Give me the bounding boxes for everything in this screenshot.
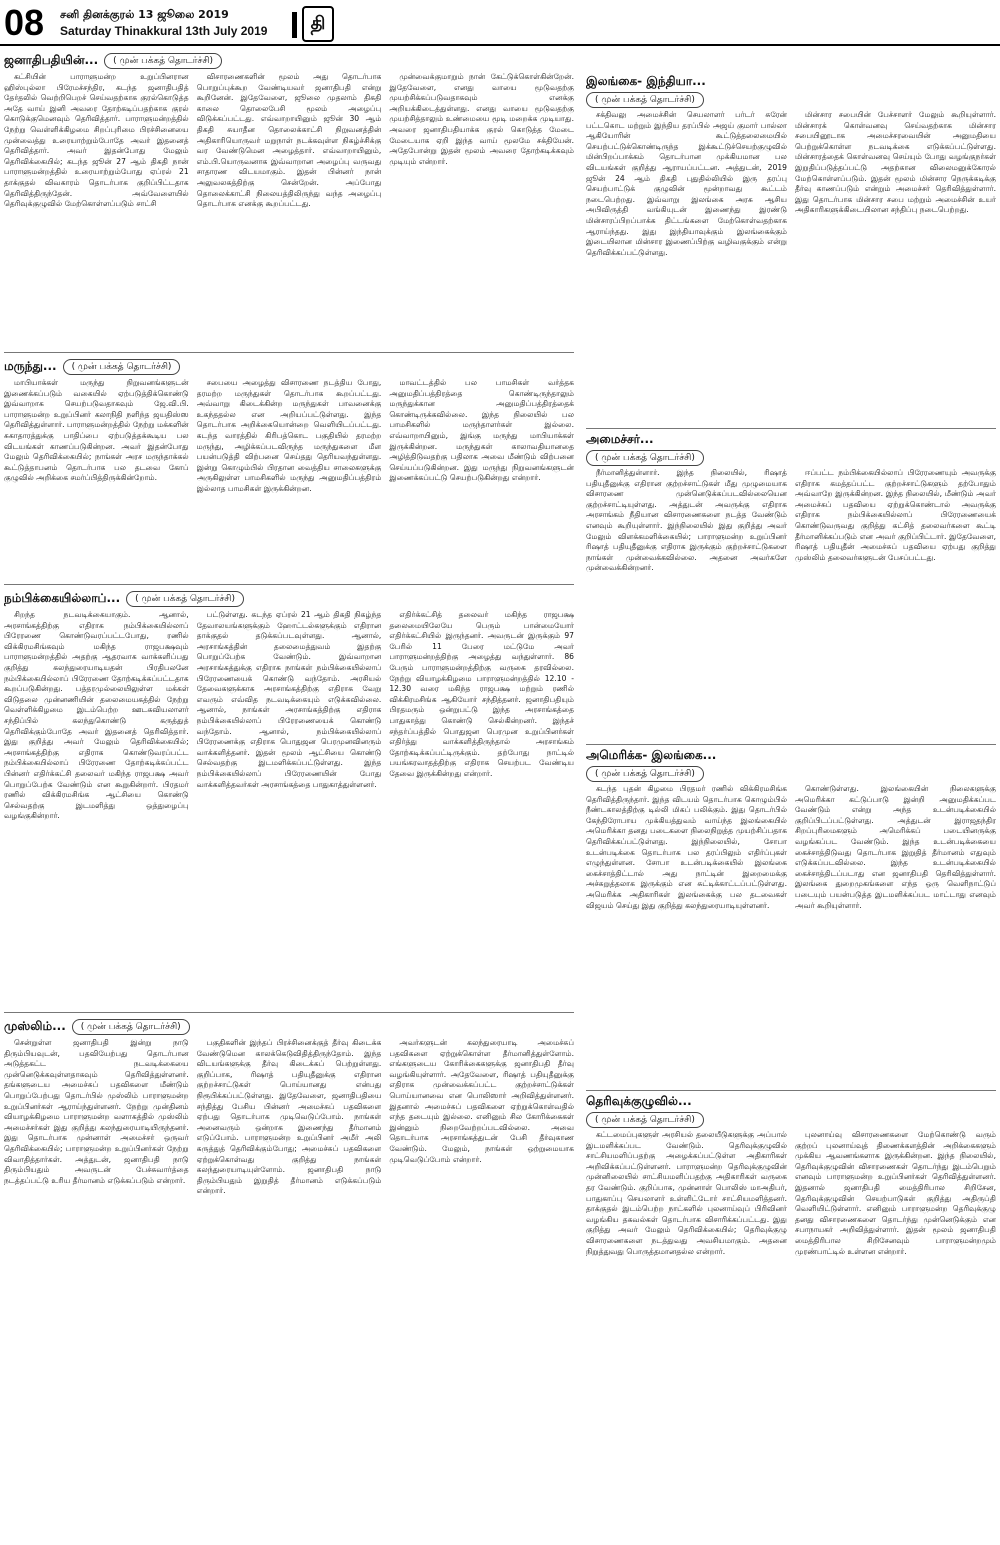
continuation-tag: ( முன் பக்கத் தொடர்ச்சி) — [586, 1112, 704, 1128]
article-column — [197, 378, 382, 580]
article-column — [586, 468, 787, 738]
article-body-text: மின்சார சபையின் பேச்சாளர் மேலும் கூறியுள்ளார். மின்சாரக் கொள்வனவு செய்வதற்காக மின்சார சபையினூடாக அமைச்சரவையின் அனுமதியை பெற்றுக்கொள்ள நடவடிக்கை எடுக்கப்பட்டுள்ளது. மின்சாரத்தைக் கொள்வனவு செய்யும் போது வழங்குநர்கள் இறுதிப்படுத்தப்பட்டு அதற்கான விலைமனுக்கோரல் மேற்கொள்ளப்படும். இதன் மூலம் மின்சார நெருக்கடிக்கு தீர்வு காணப்படும் என்றும் அமைச்சர் தெரிவித்துள்ளார். இது தொடர்பாக மின்சார சபை மற்றும் அமைச்சின் உயர் அதிகாரிகளுக்கிடையிலான சந்திப்பு நடைபெற்றது. — [795, 110, 996, 215]
article-column — [586, 1130, 787, 1539]
article-body-text: ஈப்பட்ட நம்பிக்கையில்லாப் பிரேரணையும் அவருக்கு எதிராக கமத்தப்பட்ட குற்றச்சாட்டுகளும் தற்போதும் அவ்வாறே இருக்கின்றன. இந்த நிலையில், மீண்டும் அவர் அமைச்சுப் பதவியை ஏற்றுக்கொண்டால் அவருக்கு எதிராக நம்பிக்கையில்லாப் பிரேரணையைக் கொண்டுவருவது குறித்து கட்சித் தலைவர்களை கூட்டி தீர்மானிக்கப்படும் என அவர் குறிப்பிட்டார். இதேவேளை, ரிஷாத் பதியுதீன் அமைச்சுப் பதவியை ஏற்பது குறித்து முஸ்லிம் தலைவர்களுடன் பேசப்பட்டது. — [795, 468, 996, 562]
continuation-tag: ( முன் பக்கத் தொடர்ச்சி) — [104, 53, 222, 69]
article-body-text: எதிர்க்கட்சித் தலைவர் மகிந்த ராஜபக்ஷ தலைமையிலேயே பெரும் பான்மையோர் எதிர்க்கட்சியில் இருந்தனர். அவருடன் இருக்கும் 97 பேரில் 11 பேரை மட்டுமே அவர் பாராளுமன்றத்திற்கு அழைத்து வந்துள்ளார். 86 பேரும் பாராளுமன்றத்திற்கு வருகை தரவில்லை. நேற்று வியாழக்கிழமை பாராளுமன்றத்தில் 12.10 - 12.30 வரை மகிந்த ராஜபக்ஷ மற்றும் ரணில் விக்கிரமசிங்க ஆகியோர் சந்தித்தனர். ஜனாதிபதியும் பிரதமரும் ஒன்றுபட்டு இந்த அரசாங்கத்தை பாதுகாத்து கொண்டு செல்கின்றனர். இந்தச் சந்தர்ப்பத்தில் பொதுஜன பெரமுன உறுப்பினர்கள் எதிர்த்து வாக்களித்திருந்தால் அரசாங்கம் தோற்கடிக்கப்பட்டிருக்கும். தற்போது நாட்டில் பயங்கரவாதத்திற்கு எதிராக செயற்பட வேண்டிய தேவை இருக்கின்றது என்றார். — [389, 610, 574, 778]
article-title: நம்பிக்கையில்லாப்... — [4, 591, 121, 605]
article-ilangai-india — [586, 74, 996, 426]
article-body-text: மாவட்டத்தில் பல பாமசிகள் வர்த்தக அனுமதிப்பத்திரத்தை கொண்டிருந்தாலும் மருந்துக்கான அனுமதிப்பத்திரத்தைக் கொண்டிருக்கவில்லை. இந்த நிலையில் பல பாமசிகளில் மருந்தாளர்கள் இல்லை. எவ்வாறாயினும், இங்கு மருந்து மாபியாக்கள் இருக்கின்றன. மருந்துகள் காலாவதியானதை அழித்திடுவதற்கு பதிலாக அவை மீண்டும் விற்பனை செய்யப்படுகின்றன. இது மருந்து நிறுவனங்களுடன் இணைக்கப்பட்டு செயற்படுகின்றது என்றார். — [389, 378, 574, 483]
article-column — [389, 1038, 574, 1539]
article-body-text: புலனாய்வு விசாரணைகளை மேற்கொண்டு வரும் குற்றப் புலனாய்வுத் திணைக்களத்தின் அறிக்கைகளும் முக்கிய ஆவணங்களாக இருக்கின்றன. இந்த நிலையில், தெரிவுக்குழுவின் விசாரணைகள் தொடர்ந்து இடம்பெறும் எனவும் பாராளுமன்ற உறுப்பினர்கள் தெரிவித்துள்ளனர். இதனால் ஜனாதிபதி மைத்திரிபால சிறிசேன, தெரிவுக்குழுவின் செயற்பாடுகள் குறித்து அதிருப்தி வெளியிட்டுள்ளார். எனினும் பாராளுமன்ற தெரிவுக்குழு தனது விசாரணைகளை தொடர்ந்து முன்னெடுக்கும் என சபாநாயகர் அறிவித்துள்ளார். இதன் மூலம் ஜனாதிபதி மைத்திரிபால சிறிசேனவும் பாராளுமன்றமும் முரண்பாட்டில் உள்ளன என்றார். — [795, 1130, 996, 1256]
article-body-text: கடந்த புதன் கிழமை பிரதமர் ரணில் விக்கிரமசிங்க தெரிவித்திருந்தார். இந்த விடயம் தொடர்பாக கொழும்பில் நீண்டகாலத்திற்கு டில்லி மிகப் பலிக்கும். இது தொடர்பில் கேந்திரோபாய முக்கியத்துவம் வாய்ந்த இலங்கையில் அமெரிக்கா தனது படைகளை நிலைநிறுத்த முயற்சிப்பதாக தெரிவிக்கப்பட்டுள்ளது. இந்நிலையில், சோபா உடன்படிக்கை தொடர்பாக பல தரப்பிலும் எதிர்ப்புகள் எழுந்துள்ளன. சோபா உடன்படிக்கையில் இலங்கை கைச்சாத்திட்டால் அது நாட்டின் இறைமைக்கு அச்சுறுத்தலாக இருக்கும் என சுட்டிக்காட்டப்பட்டுள்ளது. அமெரிக்க அதிகாரிகள் இலங்கைக்கு பல தடவைகள் விஜயம் செய்து இது குறித்து கலந்துரையாடியுள்ளனர். — [586, 784, 787, 910]
article-column — [389, 610, 574, 1008]
page-number: 08 — [4, 2, 45, 43]
article-title: அமைச்சர்... — [586, 432, 654, 446]
article-column — [4, 1038, 189, 1539]
masthead-english-date: Saturday Thinakkural 13th July 2019 — [60, 24, 268, 38]
article-title: மருந்து... — [4, 359, 57, 373]
article-america-ilangai — [586, 748, 996, 1088]
continuation-tag: ( முன் பக்கத் தொடர்ச்சி) — [586, 92, 704, 108]
article-column — [197, 1038, 382, 1539]
header-divider — [292, 12, 297, 38]
continuation-tag: ( முன் பக்கத் தொடர்ச்சி) — [63, 359, 181, 375]
article-title: அமெரிக்க- இலங்கை... — [586, 748, 717, 762]
article-amaichar — [586, 432, 996, 740]
section-divider — [586, 744, 996, 745]
article-janathipathi — [4, 50, 574, 350]
article-title: முஸ்லிம்... — [4, 1019, 66, 1033]
section-divider — [586, 1090, 996, 1091]
article-body-text: பகுதிகளின் இந்தப் பிரச்சினைக்குத் தீர்வு கிடைக்க வேண்டுமென காலக்கெடுவிதித்திருந்தோம். இந்த விடயங்களுக்கு தீர்வு கிடைக்கப் பெற்றுள்ளது. குறிப்பாக, ரிஷாத் பதியுதீனுக்கு எதிரான குற்றச்சாட்டுகள் பொய்யானது என்பது நிரூபிக்கப்பட்டுள்ளது. இதேவேளை, ஜனாதிபதியை சந்தித்து பேசிய பின்னர் அமைச்சுப் பதவிகளை ஏற்பது தொடர்பாக முடிவெடுப்போம். நாங்கள் அனைவரும் ஒன்றாக இணைந்து தீர்மானம் எடுப்போம். பாராளுமன்ற உறுப்பினர் அமீர் அலி கருத்துத் தெரிவிக்கும்போது; அமைச்சுப் பதவிகளை ஏற்றுக்கொள்வது குறித்து நாங்கள் கலந்துரையாடியுள்ளோம். ஜனாதிபதி நாடு திரும்பியதும் இறுதித் தீர்மானம் எடுக்கப்படும் என்றார். — [196, 1038, 382, 1196]
article-column — [4, 72, 189, 348]
continuation-tag: ( முன் பக்கத் தொடர்ச்சி) — [72, 1019, 190, 1035]
article-body-text: சென்றுள்ள ஜனாதிபதி இன்று நாடு திரும்பியவுடன், பதவியேற்பது தொடர்பான அடுத்தகட்ட நடவடிக்கையை முன்னெடுக்கவுள்ளதாகவும் தெரிவித்துள்ளனர். தங்களுடைய அமைச்சுப் பதவிகளை மீண்டும் பொறுப்பேற்பது தொடர்பில் முஸ்லிம் பாராளுமன்ற உறுப்பினர்கள் ஆராய்ந்துள்ளனர். நேற்று முன்தினம் வியாழக்கிழமை பாராளுமன்ற வளாகத்தில் முஸ்லிம் அமைச்சர்கள் இது குறித்து கலந்துரையாடியிருந்தனர். இது தொடர்பாக முன்னாள் அமைச்சர் ஒருவர் தெரிவிக்கையில்; பாராளுமன்ற உறுப்பினர்கள் நேற்று விவாதித்தார்கள். அத்துடன், ஜனாதிபதி நாடு திரும்பியதும் அவருடன் பேச்சுவார்த்தை நடத்தப்பட்டு உரிய தீர்மானம் எடுக்கப்படும் என்றார். — [4, 1038, 189, 1185]
article-title: ஜனாதிபதியின்... — [4, 53, 99, 67]
article-column — [389, 72, 574, 348]
article-column — [389, 378, 574, 580]
article-column — [197, 610, 382, 1008]
article-body-text: சபையை அழைத்து விசாரணை நடத்திய போது, தரமற்ற மருந்துகள் தொடர்பாக கூறப்பட்டது. அவ்வாறு கிடைக்கின்ற மருந்துகள் பாவனைக்கு உகந்ததல்ல என அறியப்பட்டுள்ளது. இந்த தொடர்பாக அறிக்கையொன்றை வெளியிடப்பட்டது. கடந்த வாரத்தில் கிரிபத்கொட பகுதியில் தரமற்ற மருந்து, அழிக்கப்படவிருந்த மருந்துகளை மீள பயன்படுத்தி விற்பனை செய்தது தெரியவந்துள்ளது. இன்று கொழும்பில் பிரதான வைத்திய சாலைகளுக்கு அருகிலுள்ள பாமசிகளில் மருந்து அனுமதிப்பத்திரம் இல்லாத பாமசிகள் இருக்கின்றன. — [196, 378, 382, 493]
section-divider — [4, 584, 574, 585]
article-body-text: கட்சியின் பாராளுமன்ற உறுப்பினரான ஹிஸ்புல்லா பிரேமச்சந்திர, கடந்த ஜனாதிபதித் தேர்தலில் வெற்றிபெறச் செய்வதற்காக குரல்கொடுத்த அதே வாய் இனி அவரை தோற்கடிப்பதற்காக குரல் கொடுக்குமெனவும் தெரிவித்தார். பாராளுமன்றத்தில் நேற்று வெள்ளிக்கிழமை சிறப்புரிமை பிரச்சினையை முன்வைத்து உரையாற்றும்போதே அவர் இதனைத் தெரிவித்தார். அவர் இதன்போது மேலும் தெரிவிக்கையில்; கடந்த ஜூன் 27 ஆம் திகதி நான் பாராளுமன்றத்தில் உரையாற்றும்போது ஏப்ரல் 21 தாக்குதல் விவகாரம் தொடர்பாக குறிப்பிட்டதாக தெரிவித்திருந்தேன். அவ்வேளையில் தெரிவுக்குழுவில் மேற்கொள்ளப்படும் சாட்சி — [4, 72, 189, 209]
article-body-text: பட்டுள்ளது. கடந்த ஏப்ரல் 21 ஆம் திகதி நிகழ்ந்த தேவாலயங்களுக்கும் ஹோட்டல்களுக்கும் எதிரான தாக்குதல் தடுக்கப்படவுள்ளது. ஆனால், அரசாங்கத்தின் தலைமைத்துவம் இதற்கு பொறுப்பேற்க வேண்டும். இவ்வாறான அரசாங்கத்துக்கு எதிராக நாங்கள் நம்பிக்கையில்லாப் பிரேரணையைக் கொண்டு வந்தோம். அரசியல் தேவைகளுக்காக அரசாங்கத்திற்கு எதிராக வேறு எவரும் எவ்வித நடவடிக்கையும் எடுக்கவில்லை. ஆனால், நாங்கள் அரசாங்கத்திற்கு எதிராக நம்பிக்கையில்லாப் பிரேரணையைக் கொண்டு வந்தோம். ஆனால், நம்பிக்கையில்லாப் பிரேரணைக்கு எதிராக பொதுஜன பெரமுனவினரும் வாக்களித்தனர். இதன் மூலம் ஆட்சியை கொண்டு செல்வதற்கு இடமளிக்கப்பட்டுள்ளது. இந்த நம்பிக்கையில்லாப் பிரேரணையின் போது வாக்களித்தவர்கள் அரசாங்கத்தை பாதுகாத்துள்ளனர். — [196, 610, 382, 789]
article-body-text: சிறந்த நடவடிக்கையாகும். ஆனால், அரசாங்கத்திற்கு எதிராக நம்பிக்கையில்லாப் பிரேரணை கொண்டுவரப்பட்டபோது, ரணில் விக்கிரமசிங்கவும் மகிந்த ராஜபக்ஷவும் பாராளுமன்றத்தில் அதற்கு ஆதரவாக வாக்களிப்பது குறித்து கலந்துரையாடியதன் பிரதிபலனே நம்பிக்கையில்லாப் பிரேரணை தோற்கடிக்கப்பட்டதாக கூறப்படுகின்றது. பத்தரமுல்லையிலுள்ள மக்கள் விடுதலை முன்னணியின் தலைமையகத்தில் நேற்று வெள்ளிக்கிழமை இடம்பெற்ற ஊடகவியலாளர் சந்திப்பில் கலந்துகொண்டு கருத்துத் தெரிவிக்கும்போதே அவர் இதனைத் தெரிவித்தார். இது குறித்து அவர் மேலும் தெரிவிக்கையில்; அரசாங்கத்திற்கு எதிராக கொண்டுவரப்பட்ட நம்பிக்கையில்லாப் பிரேரணை தோற்கடிக்கப்பட்ட பின்னர் எதிர்க்கட்சி தலைவர் மகிந்த ராஜபக்ஷ அவர் பொறுப்பேற்க வேண்டும் என கூறுகின்றார். பிரதமர் ரணில் விக்கிரமசிங்க ஆட்சியை கொண்டு செல்வதற்கு இடமளித்து ஒத்துழைப்பு வழங்குகின்றார். — [4, 610, 189, 821]
continuation-tag: ( முன் பக்கத் தொடர்ச்சி) — [586, 766, 704, 782]
article-column — [197, 72, 382, 348]
article-therivukkuzhu — [586, 1094, 996, 1541]
article-body-text: விசாரணைகளின் மூலம் அது தொடர்பாக பொறுப்புக்கூற வேண்டியவர் ஜனாதிபதி என்று கூறினேன். இதேவேளை, ஜூலை முதலாம் திகதி காலை தொலைபேசி மூலம் அழைப்பு விடுக்கப்பட்டது. எவ்வாறாயினும் ஜூன் 30 ஆம் திகதி சுயாதீன தொலைக்காட்சி நிறுவனத்தின் அதிகாரியொருவர் மறுநாள் நடக்கவுள்ள நிகழ்ச்சிக்கு வர வேண்டுமென அழைத்தார். எவ்வாறாயினும், எம்.பி.யொருவனாக இவ்வாறான அழைப்பு வருவது சாதாரண விடயமாகும். இதன் பின்னர் நான் அலுவலகத்திற்கு சென்றேன். அப்போது தொலைக்காட்சி நிலையத்திலிருந்து வந்த அழைப்பு தொடர்பாக எனக்கு கூறப்பட்டது. — [196, 72, 382, 209]
article-body-text: அவர்களுடன் கலந்துரையாடி அமைச்சுப் பதவிகளை ஏற்றுக்கொள்ள தீர்மானித்துள்ளோம். எங்களுடைய கோரிக்கைகளுக்கு ஜனாதிபதி தீர்வு வழங்கியுள்ளார். அதேவேளை, ரிஷாத் பதியுதீனுக்கு எதிராக முன்வைக்கப்பட்ட குற்றச்சாட்டுக்கள் பொய்யானவை என பொலிஸார் அறிவித்துள்ளனர். இதனால் அமைச்சுப் பதவிகளை ஏற்றுக்கொள்வதில் எந்த தடையும் இல்லை. எனினும் சில கோரிக்கைகள் இன்னும் நிறைவேற்றப்படவில்லை. அவை தொடர்பாக அரசாங்கத்துடன் பேசி தீர்வுகாண வேண்டும். மேலும், நாங்கள் ஒற்றுமையாக முடிவெடுப்போம் என்றார். — [389, 1038, 574, 1164]
article-column — [795, 468, 996, 738]
article-body-text: கட்டமைப்புகளுள் அரசியல் தலையீடுகளுக்கு அப்பால் இடமளிக்கப்பட வேண்டும். தெரிவுக்குழுவில் சாட்சியமளிப்பதற்கு அழைக்கப்பட்டுள்ள அதிகாரிகள் அறிவிக்கப்பட்டுள்ளனர். பாராளுமன்ற தெரிவுக்குழுவின் முன்னிலையில் சாட்சியமளிப்பதற்கு அதிகாரிகள் வருகை தர வேண்டும். குறிப்பாக, முன்னாள் பொலிஸ் மாஅதிபர், பாதுகாப்பு செயலாளர் உள்ளிட்டோர் சாட்சியமளித்தனர். தாக்குதல் இடம்பெற்ற நாட்களில் புலனாய்வுப் பிரிவினர் வழங்கிய தகவல்கள் தொடர்பாக விசாரிக்கப்பட்டது. இது குறித்து அவர் மேலும் தெரிவிக்கையில்; தெரிவுக்குழு விசாரணைகளை நடத்துவது அவசியமாகும். அதனை நிறுத்துவது பொருத்தமானதல்ல என்றார். — [586, 1130, 787, 1256]
continuation-tag: ( முன் பக்கத் தொடர்ச்சி) — [126, 591, 244, 607]
article-column — [4, 610, 189, 1008]
section-divider — [586, 428, 996, 429]
section-divider — [4, 1012, 574, 1013]
article-nambikkaiyillaa — [4, 588, 574, 1010]
article-column — [795, 784, 996, 1086]
article-column — [795, 110, 996, 424]
article-column — [586, 110, 787, 424]
continuation-tag: ( முன் பக்கத் தொடர்ச்சி) — [586, 450, 704, 466]
article-body-text: மாபியாக்கள் மருந்து நிறுவனங்களுடன் இணைக்கப்படும் வகையில் ஏற்படுத்திக்கொண்டு இவ்வாறாக செயற்படுவதாகவும் ஜே.வி.பி. பாராளுமன்ற உறுப்பினர் கலாநிதி நளிந்த ஜயதிஸ்ஸ தெரிவித்துள்ளார். பாராளுமன்றத்தில் நேற்று மக்களின் சுகாதாரத்துக்கு பாதிப்பை ஏற்படுத்தக்கூடிய பல விடயங்கள் காணப்படுகின்றன. அவர் இதன்போது மேலும் தெரிவிக்கையில்; நாங்கள் அரச மருந்தாக்கல் கூட்டுத்தாபனம் தொடர்பாக பல தடவை கோப் குழுவில் அறிக்கை சமர்ப்பித்திருக்கின்றோம். — [4, 378, 189, 483]
article-body-text: முன்வைக்குமாறும் நான் கேட்டுக்கொள்கின்றேன். இதேவேளை, எனது வாயை மூடுவதற்கு முயற்சிக்கப்படுவதாகவும் எனக்கு அறியக்கிடைத்துள்ளது. எனது வாயை மூடுவதற்கு முயற்சித்தாலும் உண்மையை மூடி மறைக்க முடியாது. அவரை ஜனாதிபதியாக்க குரல் கொடுத்த மேடை மேடையாக ஏறி இந்த வாய் மூலமே சக்தியேன். அதேபோன்று இதன் மூலம் அவரை தோற்கடிக்கவும் முடியும் என்றார். — [389, 72, 574, 166]
masthead-tamil-date: சனி தினக்குரல் 13 ஜூலை 2019 — [60, 8, 229, 21]
article-body-text: சக்திவலு அமைச்சின் செயலாளர் பர்டர் சுரேன் பட்டகொட மற்றும் இந்திய தரப்பில் அஜய் குமார் பால்லா ஆகியோரின் கூட்டுத்தலைமையில் செயற்பட்டுக்கொண்டிருந்த இக்கூட்டுச்செயற்குழுவில் மின்பிறப்பாக்கம் தொடர்பான முக்கியமான பல விடயங்கள் குறித்து ஆராயப்பட்டன. அத்துடன், 2019 ஜூன் 24 ஆம் திகதி புதுதில்லியில் இரு தரப்பு செயற்பாட்டுக் குழுவின் மூன்றாவது கூட்டம் நடைபெற்றது. இவ்வாறு இலங்கை அரசு ஆசிய அபிவிருத்தி வங்கியுடன் இணைந்து இரண்டு மின்சாரப்பிறப்பாக்க திட்டங்களை மேற்கொள்வதற்காக ஆராய்ந்தது. இது இந்தியாவுக்கும் இலங்கைக்கும் இடையிலான மின்சார இணைப்பிற்கு வழிவகுக்கும் என்று தெரிவிக்கப்பட்டுள்ளது. — [586, 110, 787, 257]
article-title: தெரிவுக்குழுவில்... — [586, 1094, 692, 1108]
article-column — [586, 784, 787, 1086]
article-title: இலங்கை- இந்தியா... — [586, 74, 706, 88]
article-marunthu — [4, 356, 574, 582]
header-rule — [0, 44, 1000, 46]
newspaper-logo-icon: தி — [302, 6, 334, 42]
page-header — [0, 0, 1000, 44]
article-body-text: கொண்டுள்ளது. இலங்கையின் நிலைகளுக்கு அமெரிக்கா கட்டுப்பாடு இன்றி அனுமதிக்கப்பட வேண்டும் என்று அந்த உடன்படிக்கையில் குறிப்பிடப்பட்டுள்ளது. அத்துடன் இராஜதந்திர சிறப்புரிமைகளும் அமெரிக்கப் படையினருக்கு வழங்கப்பட வேண்டும். இந்த உடன்படிக்கையை கைச்சாத்திடுவது தொடர்பாக இறுதித் தீர்மானம் எதுவும் எடுக்கப்படவில்லை. இந்த உடன்படிக்கையில் கைச்சாத்திடப்படாது என ஜனாதிபதி தெரிவித்துள்ளார். இலங்கை துறைமுகங்களை எந்த ஒரு வெளிநாட்டுப் படையும் பயன்படுத்த இடமளிக்கப்பட மாட்டாது எனவும் அவர் கூறியுள்ளார். — [795, 784, 996, 910]
section-divider — [4, 352, 574, 353]
article-body-text: நீர்மானித்துள்ளார். இந்த நிலையில், ரிஷாத் பதியுதீனுக்கு எதிரான குற்றச்சாட்டுகள் மீது முழுமையாக விசாரணை முன்னெடுக்கப்படவில்லையென குற்றச்சாட்டியுள்ளது. அத்துடன் அவருக்கு எதிராக அரசாங்கம் நீதியான விசாரணைகளை நடத்த வேண்டும் எனவும் கூறியுள்ளார். இந்நிலையில் இது குறித்து அவர் மேலும் விளக்கமளிக்கையில்; பாராளுமன்ற உறுப்பினர் ரிஷாத் பதியுதீனுக்கு எதிராக இருக்கும் குற்றச்சாட்டுகளை நாங்கள் முன்வைக்கவில்லை. அதனை அவர்களே முன்வைக்கின்றனர். — [586, 468, 787, 573]
article-muslim — [4, 1016, 574, 1541]
article-column — [4, 378, 189, 580]
article-column — [795, 1130, 996, 1539]
